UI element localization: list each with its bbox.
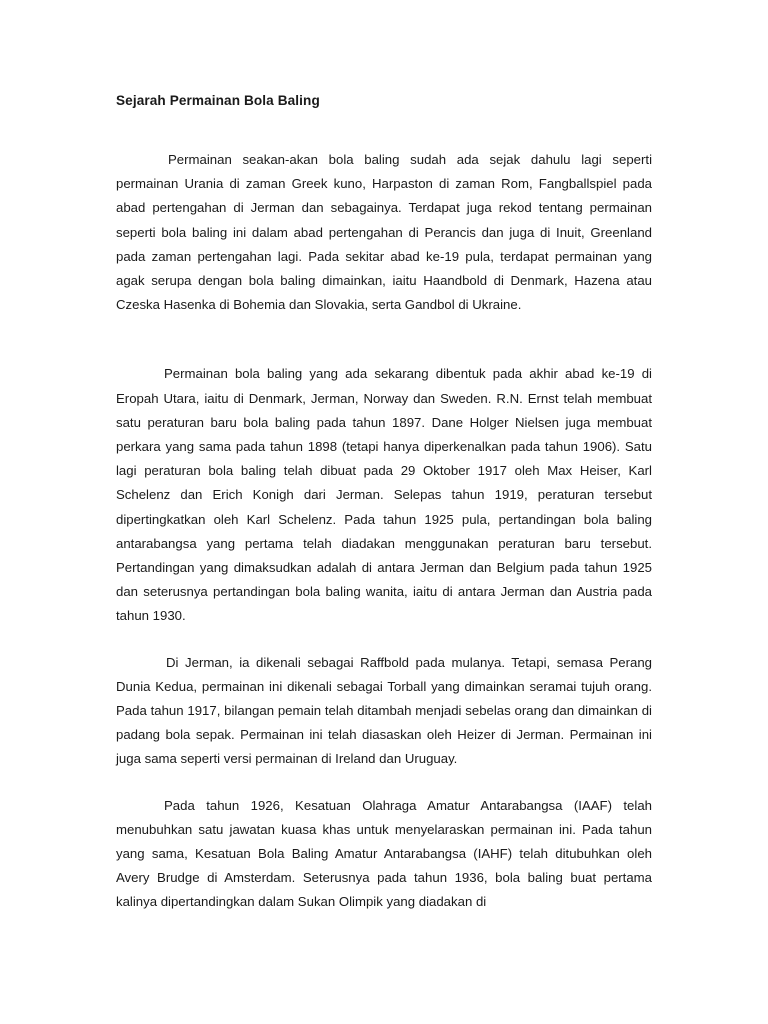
paragraph-modern-form: Permainan bola baling yang ada sekarang dibentuk pada akhir abad ke-19 di Eropah Utara, iaitu di Denmark, Jerman, Norway dan Sweden. R.N. Ernst telah membuat satu peraturan baru bola baling pada tahun 1897. Dane Holger Nielsen juga membuat perkara yang sama pada tahun 1898 (tetapi hanya diperkenalkan pada tahun 1906). Satu lagi peraturan bola baling telah dibuat pada 29 Oktober 1917 oleh Max Heiser, Karl Schelenz dan Erich Konigh dari Jerman. Selepas tahun 1919, peraturan tersebut dipertingkatkan oleh Karl Schelenz. Pada tahun 1925 pula, pertandingan bola baling antarabangsa yang pertama telah diadakan menggunakan peraturan baru tersebut. Pertandingan yang dimaksudkan adalah di antara Jerman dan Belgium pada tahun 1925 dan seterusnya pertandingan bola baling wanita, iaitu di antara Jerman dan Austria pada tahun 1930. (116, 366, 652, 624)
document-title: Sejarah Permainan Bola Baling (116, 93, 320, 108)
document-body (116, 90, 652, 915)
paragraph-germany: Di Jerman, ia dikenali sebagai Raffbold pada mulanya. Tetapi, semasa Perang Dunia Kedua, permainan ini dikenali sebagai Torball yang dimainkan seramai tujuh orang. Pada tahun 1917, bilangan pemain telah ditambah menjadi sebelas orang dan dimainkan di padang bola sepak. Permainan ini telah diasaskan oleh Heizer di Jerman. Permainan ini juga sama seperti versi permainan di Ireland dan Uruguay. (116, 654, 652, 767)
paragraph-early-history: Permainan seakan-akan bola baling sudah ada sejak dahulu lagi seperti permainan Urania di zaman Greek kuno, Harpaston di zaman Rom, Fangballspiel pada abad pertengahan di Jerman dan sebagainya. Terdapat juga rekod tentang permainan seperti bola baling ini dalam abad pertengahan di Perancis dan juga di Inuit, Greenland pada zaman pertengahan lagi. Pada sekitar abad ke-19 pula, terdapat permainan yang agak serupa dengan bola baling dimainkan, iaitu Haandbold di Denmark, Hazena atau Czeska Hasenka di Bohemia dan Slovakia, serta Gandbol di Ukraine. (116, 152, 652, 313)
paragraph-international: Pada tahun 1926, Kesatuan Olahraga Amatur Antarabangsa (IAAF) telah menubuhkan satu jawatan kuasa khas untuk menyelaraskan permainan ini. Pada tahun yang sama, Kesatuan Bola Baling Amatur Antarabangsa (IAHF) telah ditubuhkan oleh Avery Brudge di Amsterdam. Seterusnya pada tahun 1936, bola baling buat pertama kalinya dipertandingkan dalam Sukan Olimpik yang diadakan di (116, 797, 652, 910)
